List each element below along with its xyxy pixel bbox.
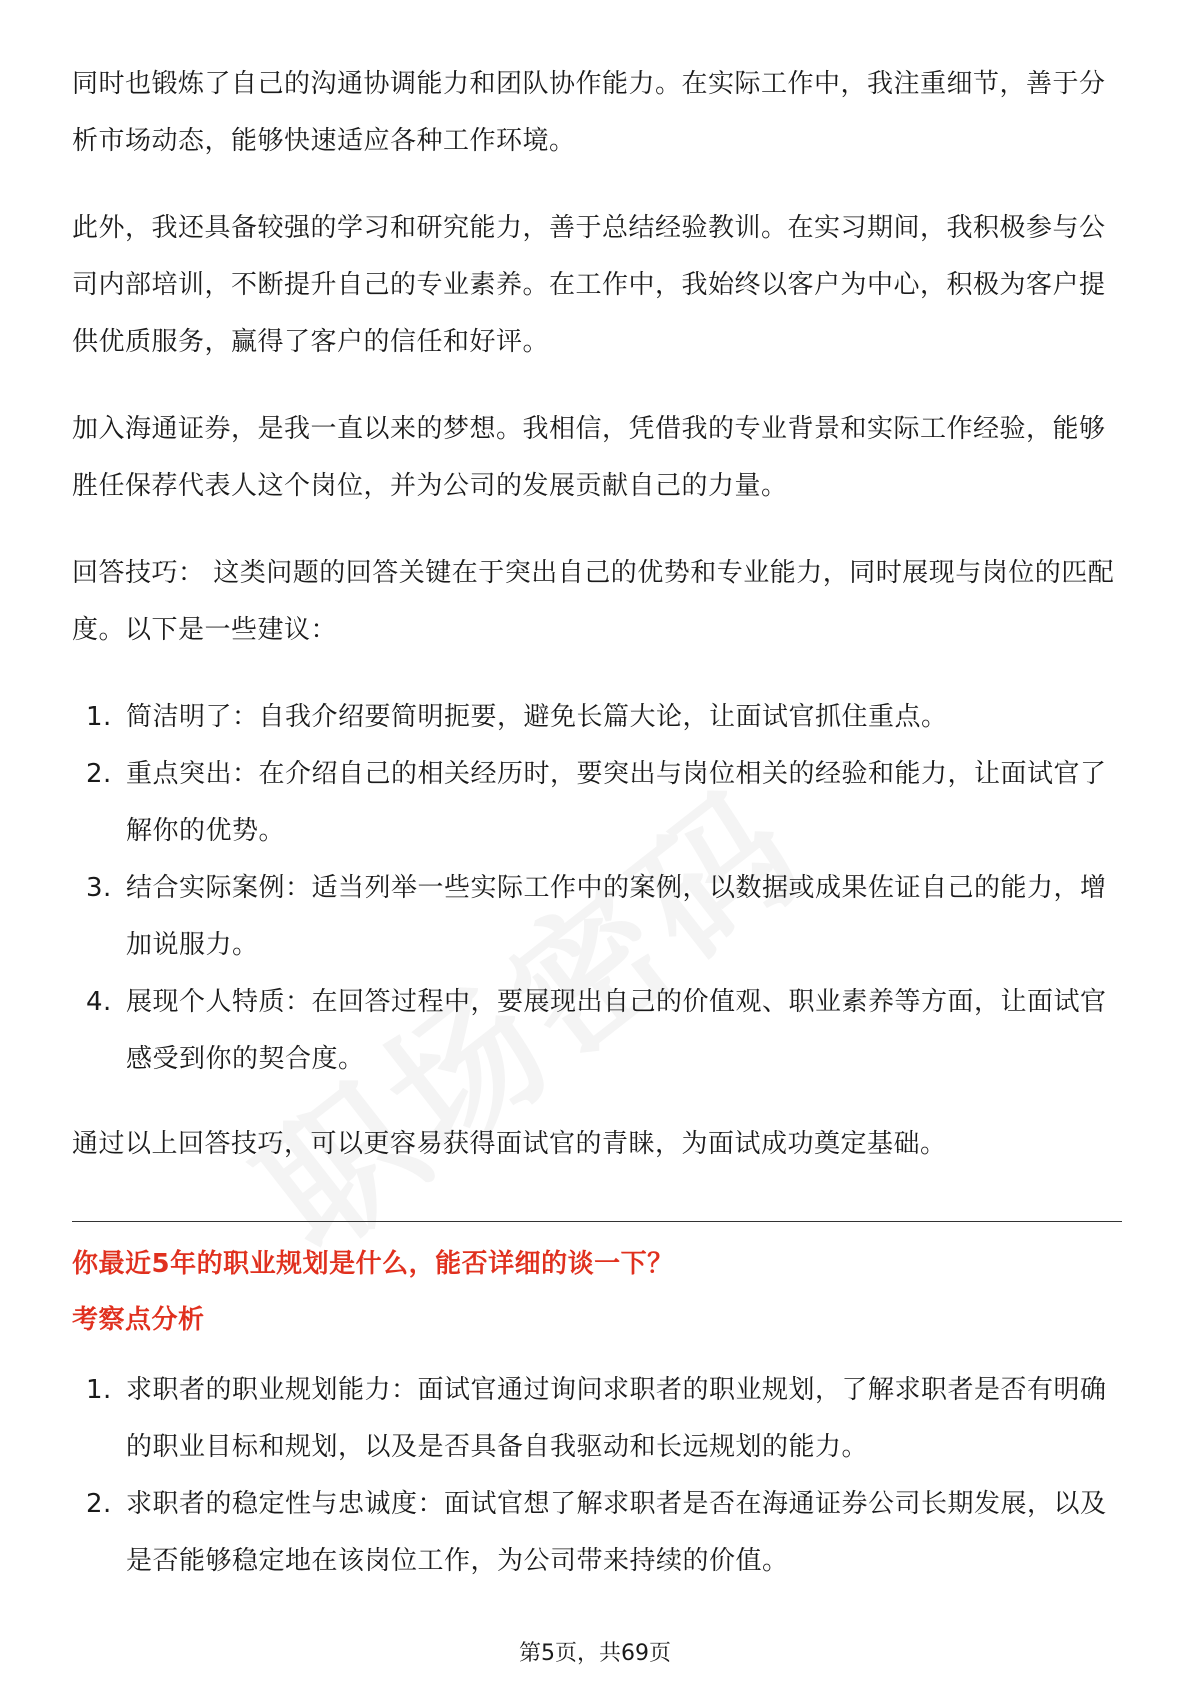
list-number: 1.	[86, 1375, 112, 1405]
list-item	[72, 1476, 1122, 1590]
list-item	[72, 1362, 1122, 1476]
document-page	[72, 56, 1122, 1618]
page-number: 第5页，共69页	[519, 1641, 671, 1666]
paragraph: 加入海通证券，是我一直以来的梦想。我相信，凭借我的专业背景和实际工作经验，能够胜任保荐代表人这个岗位，并为公司的发展贡献自己的力量。	[72, 414, 1106, 501]
answer-tips-intro: 回答技巧： 这类问题的回答关键在于突出自己的优势和专业能力，同时展现与岗位的匹配度。以下是一些建议：	[72, 558, 1115, 645]
list-item-text: 展现个人特质：在回答过程中，要展现出自己的价值观、职业素养等方面，让面试官感受到你的契合度。	[126, 987, 1107, 1074]
question-heading: 你最近5年的职业规划是什么，能否详细的谈一下？	[72, 1249, 674, 1279]
list-number: 4.	[86, 987, 112, 1017]
list-item-text: 重点突出：在介绍自己的相关经历时，要突出与岗位相关的经验和能力，让面试官了解你的优势。	[126, 759, 1107, 846]
list-item-text: 求职者的稳定性与忠诚度：面试官想了解求职者是否在海通证券公司长期发展，以及是否能够稳定地在该岗位工作，为公司带来持续的价值。	[126, 1489, 1107, 1576]
closing-paragraph: 通过以上回答技巧，可以更容易获得面试官的青睐，为面试成功奠定基础。	[72, 1129, 947, 1159]
list-item	[72, 689, 1122, 746]
list-number: 2.	[86, 759, 112, 789]
list-number: 1.	[86, 702, 112, 732]
list-item-text: 求职者的职业规划能力：面试官通过询问求职者的职业规划，了解求职者是否有明确的职业目标和规划，以及是否具备自我驱动和长远规划的能力。	[126, 1375, 1107, 1462]
tips-list	[72, 689, 1122, 1088]
list-item	[72, 860, 1122, 974]
list-number: 3.	[86, 873, 112, 903]
analysis-heading: 考察点分析	[72, 1305, 205, 1335]
paragraph: 同时也锻炼了自己的沟通协调能力和团队协作能力。在实际工作中，我注重细节，善于分析市场动态，能够快速适应各种工作环境。	[72, 69, 1106, 156]
list-item-text: 简洁明了：自我介绍要简明扼要，避免长篇大论，让面试官抓住重点。	[126, 702, 948, 732]
analysis-list	[72, 1362, 1122, 1590]
list-number: 2.	[86, 1489, 112, 1519]
paragraph: 此外，我还具备较强的学习和研究能力，善于总结经验教训。在实习期间，我积极参与公司内部培训，不断提升自己的专业素养。在工作中，我始终以客户为中心，积极为客户提供优质服务，赢得了客户的信任和好评。	[72, 213, 1106, 357]
list-item	[72, 746, 1122, 860]
section-divider	[72, 1221, 1122, 1222]
list-item	[72, 974, 1122, 1088]
list-item-text: 结合实际案例：适当列举一些实际工作中的案例，以数据或成果佐证自己的能力，增加说服力。	[126, 873, 1107, 960]
